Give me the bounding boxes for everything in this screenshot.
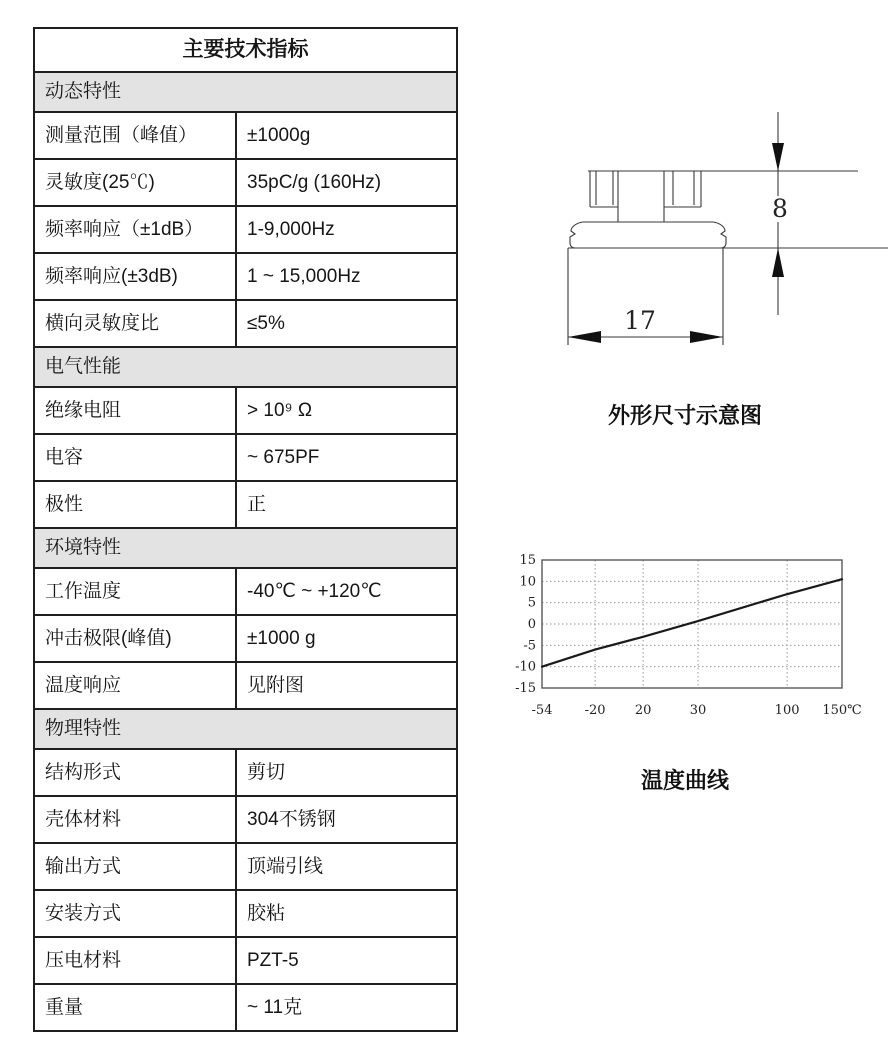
section-header: 动态特性 [34, 72, 457, 112]
value-cell: 1 ~ 15,000Hz [236, 253, 457, 300]
section-header: 物理特性 [34, 709, 457, 749]
cap-left-profile [570, 222, 583, 248]
table-row [34, 890, 457, 937]
value-cell: PZT-5 [236, 937, 457, 984]
param-cell: 壳体材料 [34, 796, 236, 843]
table-row [34, 662, 457, 709]
right-pin [664, 171, 701, 207]
x-tick-label: 150℃ [822, 703, 862, 718]
value-cell: -40℃ ~ +120℃ [236, 568, 457, 615]
section-row [34, 709, 457, 749]
arrow-left-icon [568, 331, 601, 343]
param-cell: 灵敏度(25℃) [34, 159, 236, 206]
param-cell: 测量范围（峰值） [34, 112, 236, 159]
value-cell: 正 [236, 481, 457, 528]
width-dimension-label: 17 [624, 306, 656, 335]
table-row [34, 300, 457, 347]
section-row [34, 528, 457, 568]
spec-table [33, 27, 458, 1032]
param-cell: 重量 [34, 984, 236, 1031]
param-cell: 电容 [34, 434, 236, 481]
y-tick-label: -5 [523, 638, 536, 654]
dimension-arrows [568, 143, 784, 343]
table-row [34, 434, 457, 481]
value-cell: ~ 675PF [236, 434, 457, 481]
value-cell: ±1000 g [236, 615, 457, 662]
param-cell: 工作温度 [34, 568, 236, 615]
height-dimension-label: 8 [772, 194, 788, 223]
sensor-outline [568, 112, 888, 345]
section-header: 环境特性 [34, 528, 457, 568]
x-tick-label: -20 [584, 703, 606, 718]
y-tick-label: 5 [527, 595, 536, 611]
param-cell: 绝缘电阻 [34, 387, 236, 434]
param-cell: 输出方式 [34, 843, 236, 890]
temperature-curve [542, 579, 842, 666]
param-cell: 安装方式 [34, 890, 236, 937]
value-cell: ≤5% [236, 300, 457, 347]
value-cell: 1-9,000Hz [236, 206, 457, 253]
param-cell: 频率响应(±3dB) [34, 253, 236, 300]
x-tick-label: 30 [689, 703, 707, 718]
arrow-down-icon [772, 143, 784, 171]
table-title-row [34, 28, 457, 72]
left-pin [590, 171, 618, 207]
value-cell: > 10⁹ Ω [236, 387, 457, 434]
table-title: 主要技术指标 [34, 28, 457, 72]
table-row [34, 937, 457, 984]
pin-base-boss [618, 207, 664, 222]
x-tick-label: 100 [774, 703, 800, 718]
table-row [34, 843, 457, 890]
y-tick-label: -10 [515, 659, 536, 675]
param-cell: 频率响应（±1dB） [34, 206, 236, 253]
value-cell: 见附图 [236, 662, 457, 709]
section-row [34, 347, 457, 387]
arrow-up-icon [772, 248, 784, 277]
value-cell: 胶粘 [236, 890, 457, 937]
y-tick-label: 0 [527, 617, 536, 632]
param-cell: 压电材料 [34, 937, 236, 984]
table-row [34, 206, 457, 253]
table-row [34, 112, 457, 159]
value-cell: 剪切 [236, 749, 457, 796]
dimension-diagram [520, 95, 890, 365]
table-row [34, 796, 457, 843]
param-cell: 结构形式 [34, 749, 236, 796]
chart-caption: 温度曲线 [640, 768, 729, 793]
y-tick-label: 10 [519, 574, 536, 590]
param-cell: 冲击极限(峰值) [34, 615, 236, 662]
section-header: 电气性能 [34, 347, 457, 387]
y-tick-label: 15 [519, 553, 536, 568]
y-tick-label: -15 [515, 681, 536, 696]
table-row [34, 615, 457, 662]
param-cell: 极性 [34, 481, 236, 528]
table-row [34, 568, 457, 615]
value-cell: ±1000g [236, 112, 457, 159]
table-row [34, 984, 457, 1031]
value-cell: 35pC/g (160Hz) [236, 159, 457, 206]
param-cell: 横向灵敏度比 [34, 300, 236, 347]
x-tick-label: 20 [634, 703, 652, 718]
table-row [34, 159, 457, 206]
table-row [34, 749, 457, 796]
cap-right-profile [713, 222, 726, 248]
value-cell: 顶端引线 [236, 843, 457, 890]
table-row [34, 481, 457, 528]
x-tick-label: -54 [531, 703, 553, 718]
table-row [34, 387, 457, 434]
table-row [34, 253, 457, 300]
value-cell: 304不锈钢 [236, 796, 457, 843]
param-cell: 温度响应 [34, 662, 236, 709]
temperature-chart [505, 548, 890, 723]
arrow-right-icon [690, 331, 723, 343]
value-cell: ~ 11克 [236, 984, 457, 1031]
section-row [34, 72, 457, 112]
dimension-caption: 外形尺寸示意图 [607, 403, 762, 428]
